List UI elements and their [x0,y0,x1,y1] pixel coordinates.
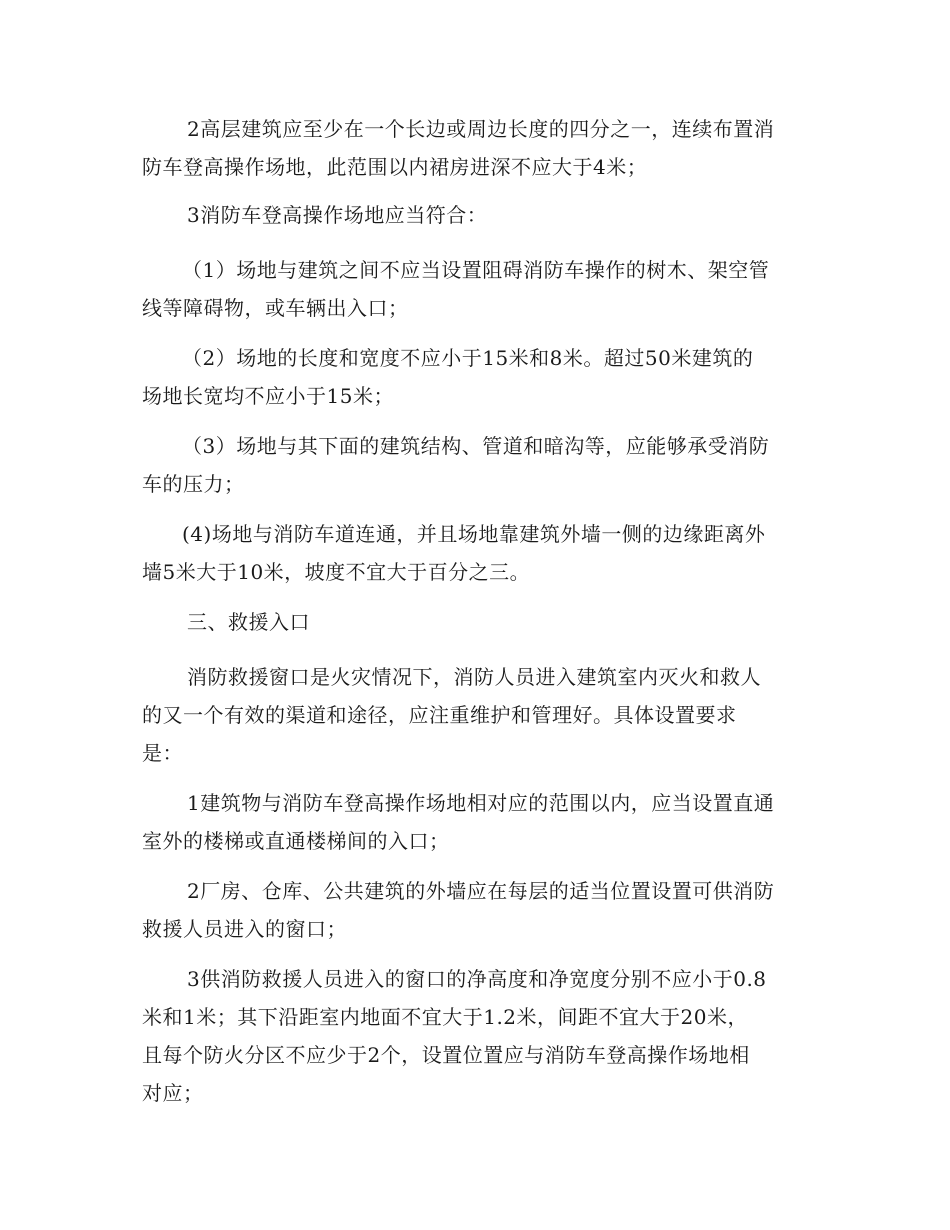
text-line: 的又一个有效的渠道和途径，应注重维护和管理好。具体设置要求 [142,703,737,727]
text-line: （2）场地的长度和宽度不应小于15米和8米。超过50米建筑的 [182,346,754,370]
paragraph-requirement-3 [142,427,812,503]
text-line: 1建筑物与消防车登高操作场地相对应的范围以内，应当设置直通 [187,791,775,815]
text-line: (4)场地与消防车道连通，并且场地靠建筑外墙一侧的边缘距离外 [182,522,766,546]
paragraph-entrance-item-1 [142,784,812,860]
paragraph-requirement-1 [142,251,812,327]
paragraph-site-requirements-heading [142,196,812,234]
text-line: （1）场地与建筑之间不应当设置阻碍消防车操作的树木、架空管 [182,258,770,282]
text-line: 车的压力； [142,472,245,496]
text-line: 室外的楼梯或直通楼梯间的入口； [142,829,450,853]
paragraph-entrance-item-2 [142,872,812,948]
text-line: 3供消防救援人员进入的窗口的净高度和净宽度分别不应小于0.8 [187,967,767,991]
text-line: 米和1米；其下沿距室内地面不宜大于1.2米，间距不宜大于20米， [142,1005,748,1029]
text-line: 是： [142,741,183,765]
paragraph-high-rise-site [142,110,812,186]
paragraph-rescue-window-intro [142,658,812,772]
text-line: （3）场地与其下面的建筑结构、管道和暗沟等，应能够承受消防 [182,434,770,458]
section-heading-rescue-entrance [142,603,812,641]
text-line: 消防救援窗口是火灾情况下，消防人员进入建筑室内灭火和救人 [187,665,761,689]
text-line: 且每个防火分区不应少于2个，设置位置应与消防车登高操作场地相 [142,1043,750,1067]
text-line: 2厂房、仓库、公共建筑的外墙应在每层的适当位置设置可供消防 [187,879,775,903]
text-line: 三、救援入口 [187,610,310,634]
paragraph-entrance-item-3 [142,960,812,1112]
text-line: 防车登高操作场地，此范围以内裙房进深不应大于4米； [142,155,648,179]
text-line: 3消防车登高操作场地应当符合： [187,203,488,227]
text-line: 对应； [142,1081,204,1105]
text-line: 救援人员进入的窗口； [142,917,347,941]
text-line: 场地长宽均不应小于15米； [142,384,394,408]
paragraph-requirement-4 [142,515,812,591]
paragraph-requirement-2 [142,339,812,415]
text-line: 2高层建筑应至少在一个长边或周边长度的四分之一，连续布置消 [187,117,775,141]
text-line: 墙5米大于10米，坡度不宜大于百分之三。 [142,560,531,584]
text-line: 线等障碍物，或车辆出入口； [142,296,409,320]
